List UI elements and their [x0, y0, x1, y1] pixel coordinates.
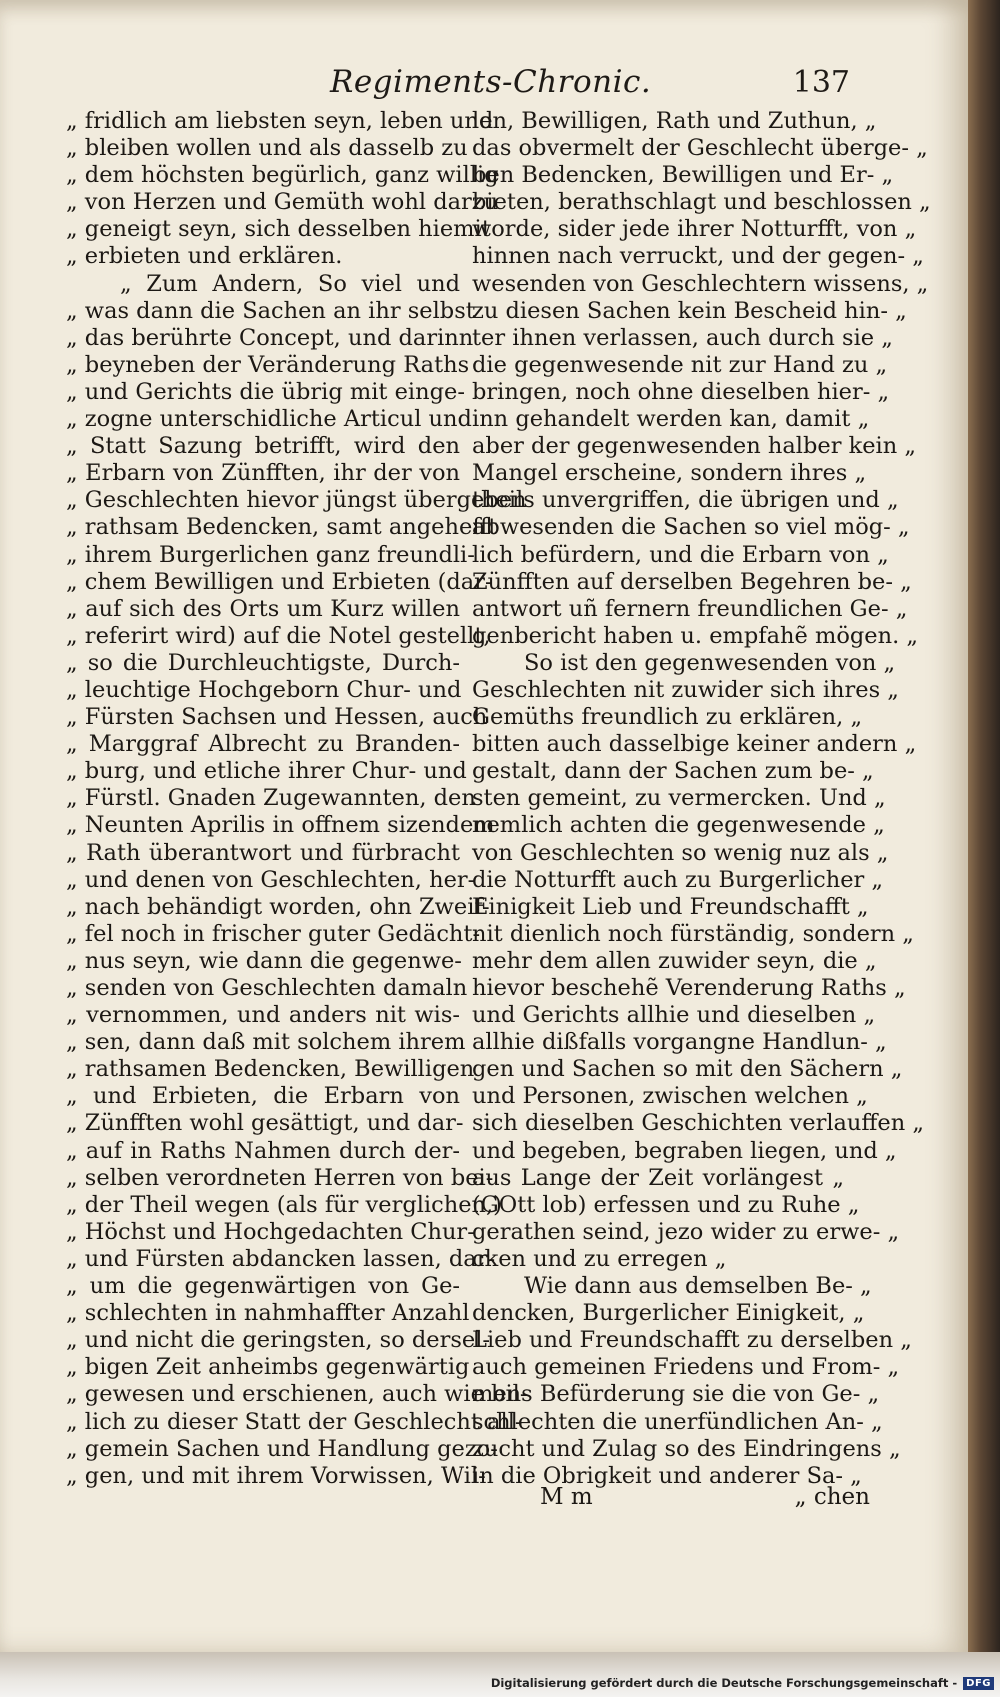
credit-text: Digitalisierung gefördert durch die Deutsche Forschungsgemeinschaft -: [490, 1676, 958, 1690]
text-line: aus Lange der Zeit vorlängest „: [472, 1164, 844, 1191]
text-line: Gemüths freundlich zu erklären, „: [472, 704, 863, 731]
text-line: und Gerichts allhie und dieselben „: [472, 1002, 876, 1029]
text-line: „ bleiben wollen und als dasselb zu: [66, 135, 468, 162]
text-line: „ und Erbieten, die Erbarn von: [66, 1083, 460, 1110]
text-line: gerathen seind, jezo wider zu erwe- „: [472, 1218, 900, 1245]
text-line: „ Fürsten Sachsen und Hessen, auch: [66, 704, 488, 731]
text-line: hinnen nach verruckt, und der gegen- „: [472, 243, 924, 270]
right-column: [472, 108, 931, 1490]
text-line: worde, sider jede ihrer Notturfft, von „: [472, 216, 917, 243]
text-line: und Personen, zwischen welchen „: [472, 1083, 868, 1110]
text-line: zu diesen Sachen kein Bescheid hin- „: [472, 297, 907, 324]
text-line: „ Zünfften wohl gesättigt, und dar-: [66, 1110, 464, 1137]
text-line: „ rathsamen Bedencken, Bewilligen: [66, 1056, 475, 1083]
text-line: Lieb und Freundschafft zu derselben „: [472, 1327, 912, 1354]
text-line: gen und Sachen so mit den Sächern „: [472, 1056, 903, 1083]
text-line: auch gemeinen Friedens und From- „: [472, 1354, 900, 1381]
catchline: [540, 1484, 870, 1510]
text-line: „ fel noch in frischer guter Gedächt-: [66, 920, 481, 947]
text-line: „ so die Durchleuchtigste, Durch-: [66, 649, 460, 676]
text-line: bringen, noch ohne dieselben hier- „: [472, 378, 890, 405]
text-line: die Notturfft auch zu Burgerlicher „: [472, 866, 884, 893]
text-line: „ Erbarn von Zünfften, ihr der von: [66, 460, 460, 487]
text-line: „ burg, und etliche ihrer Chur- und: [66, 758, 467, 785]
text-line: „ selben verordneten Herren von bei-: [66, 1164, 494, 1191]
text-line: hievor beschehẽ Verenderung Raths „: [472, 975, 906, 1001]
text-line: „ gewesen und erschienen, auch wie bil-: [66, 1381, 528, 1408]
text-line: len, Bewilligen, Rath und Zuthun, „: [472, 108, 877, 134]
text-line: „ bigen Zeit anheimbs gegenwärtig: [66, 1354, 470, 1381]
text-line: Zünfften auf derselben Begehren be- „: [472, 568, 912, 595]
text-line: Einigkeit Lieb und Freundschafft „: [472, 893, 869, 920]
text-line: „ Geschlechten hievor jüngst übergeben: [66, 487, 527, 514]
text-line: „ um die gegenwärtigen von Ge-: [66, 1273, 460, 1300]
text-line: „ leuchtige Hochgeborn Chur- und: [66, 676, 462, 703]
text-line: sich dieselben Geschichten verlauffen „: [472, 1110, 925, 1137]
text-line: aber der gegenwesenden halber kein „: [472, 433, 917, 460]
text-line: bieten, berathschlagt und beschlossen „: [472, 189, 931, 216]
text-line: mens Befürderung sie die von Ge- „: [472, 1381, 880, 1408]
text-line: genbericht haben u. empfahẽ mögen. „: [472, 622, 919, 649]
text-line: ben Bedencken, Bewilligen und Er- „: [472, 162, 894, 189]
text-line: nit dienlich noch fürständig, sondern „: [472, 920, 914, 947]
page-edge: [968, 0, 1000, 1697]
left-column: [48, 108, 528, 1490]
page-title: Regiments-Chronic.: [330, 64, 652, 100]
text-line: und begeben, begraben liegen, und „: [472, 1137, 897, 1164]
text-line: „ gemein Sachen und Handlung gezo-: [66, 1435, 498, 1462]
text-line: dencken, Burgerlicher Einigkeit, „: [472, 1300, 865, 1327]
text-line: cken und zu erregen „: [472, 1245, 727, 1272]
text-line: schlechten die unerfündlichen An- „: [472, 1408, 883, 1435]
text-line: „ Rath überantwort und fürbracht: [66, 839, 460, 866]
text-line: „ und nicht die geringsten, so dersel-: [66, 1327, 491, 1354]
text-line: „ beyneben der Veränderung Raths: [66, 351, 470, 378]
text-line: „ rathsam Bedencken, samt angehefft: [66, 514, 498, 541]
text-line: wesenden von Geschlechtern wissens, „: [472, 270, 929, 297]
text-line: „ geneigt seyn, sich desselben hiemit: [66, 216, 491, 243]
signature-mark: M m: [540, 1484, 593, 1510]
text-line: „ auf in Raths Nahmen durch der-: [66, 1137, 460, 1164]
text-line: „ und denen von Geschlechten, her-: [66, 866, 476, 893]
text-line: „ das berührte Concept, und darinn: [66, 324, 474, 351]
text-line: theils unvergriffen, die übrigen und „: [472, 487, 899, 514]
text-line: allhie dißfalls vorgangne Handlun- „: [472, 1029, 887, 1056]
text-line: in die Obrigkeit und anderer Sa- „: [472, 1462, 862, 1489]
catchword: „ chen: [794, 1484, 870, 1510]
text-line: „ sen, dann daß mit solchem ihrem: [66, 1029, 466, 1056]
text-line: antwort uñ fernern freundlichen Ge- „: [472, 595, 908, 622]
text-line: „ schlechten in nahmhaffter Anzahl: [66, 1300, 470, 1327]
text-line: das obvermelt der Geschlecht überge- „: [472, 135, 928, 162]
text-line: Geschlechten nit zuwider sich ihres „: [472, 676, 899, 703]
text-line: „ von Herzen und Gemüth wohl darzu: [66, 189, 499, 216]
text-line: „ chem Bewilligen und Erbieten (dar-: [66, 568, 493, 595]
scan-bottom-band: [0, 1652, 1000, 1697]
text-line: „ Zum Andern, So viel und: [120, 270, 460, 297]
digitization-credit: [491, 1676, 994, 1690]
text-line: „ dem höchsten begürlich, ganz willig: [66, 162, 499, 189]
text-line: „ nus seyn, wie dann die gegenwe-: [66, 947, 462, 974]
text-line: (GOtt lob) erfessen und zu Ruhe „: [472, 1191, 860, 1218]
text-line: „ der Theil wegen (als für verglichen,): [66, 1191, 502, 1218]
text-line: So ist den gegenwesenden von „: [524, 649, 896, 676]
text-line: nemlich achten die gegenwesende „: [472, 812, 885, 839]
text-line: „ auf sich des Orts um Kurz willen: [66, 595, 460, 622]
dfg-logo: DFG: [963, 1677, 994, 1690]
text-line: „ und Gerichts die übrig mit einge-: [66, 378, 465, 405]
text-line: „ fridlich am liebsten seyn, leben und: [66, 108, 494, 134]
text-line: „ ihrem Burgerlichen ganz freundli-: [66, 541, 475, 568]
text-line: „ senden von Geschlechten damaln: [66, 975, 468, 1001]
text-line: „ erbieten und erklären.: [66, 243, 343, 270]
text-line: „ zogne unterschidliche Articul und: [66, 406, 472, 433]
page-number: 137: [792, 64, 850, 100]
text-line: bitten auch dasselbige keiner andern „: [472, 731, 917, 758]
text-line: Wie dann aus demselben Be- „: [524, 1273, 872, 1300]
running-head: [330, 58, 850, 106]
text-line: „ was dann die Sachen an ihr selbst: [66, 297, 475, 324]
text-line: inn gehandelt werden kan, damit „: [472, 406, 870, 433]
text-line: „ lich zu dieser Statt der Geschlecht all-: [66, 1408, 523, 1435]
text-line: zucht und Zulag so des Eindringens „: [472, 1435, 901, 1462]
text-line: „ Höchst und Hochgedachten Chur-: [66, 1218, 475, 1245]
text-line: von Geschlechten so wenig nuz als „: [472, 839, 889, 866]
text-line: „ vernommen, und anders nit wis-: [66, 1002, 460, 1029]
text-line: „ referirt wird) auf die Notel gestellt,: [66, 622, 491, 649]
text-line: lich befürdern, und die Erbarn von „: [472, 541, 889, 568]
text-line: gestalt, dann der Sachen zum be- „: [472, 758, 874, 785]
text-line: „ Neunten Aprilis in offnem sizendem: [66, 812, 495, 839]
text-line: ter ihnen verlassen, auch durch sie „: [472, 324, 893, 351]
text-line: sten gemeint, zu vermercken. Und „: [472, 785, 886, 812]
text-line: mehr dem allen zuwider seyn, die „: [472, 947, 877, 974]
text-line: „ gen, und mit ihrem Vorwissen, Wil-: [66, 1462, 486, 1489]
text-line: abwesenden die Sachen so viel mög- „: [472, 514, 910, 541]
text-line: „ Fürstl. Gnaden Zugewannten, den: [66, 785, 476, 812]
text-line: „ Statt Sazung betrifft, wird den: [66, 433, 460, 460]
text-line: „ Marggraf Albrecht zu Branden-: [66, 731, 460, 758]
text-line: „ nach behändigt worden, ohn Zweif-: [66, 893, 490, 920]
text-line: Mangel erscheine, sondern ihres „: [472, 460, 867, 487]
text-line: „ und Fürsten abdancken lassen, dar-: [66, 1245, 496, 1272]
text-line: die gegenwesende nit zur Hand zu „: [472, 351, 888, 378]
